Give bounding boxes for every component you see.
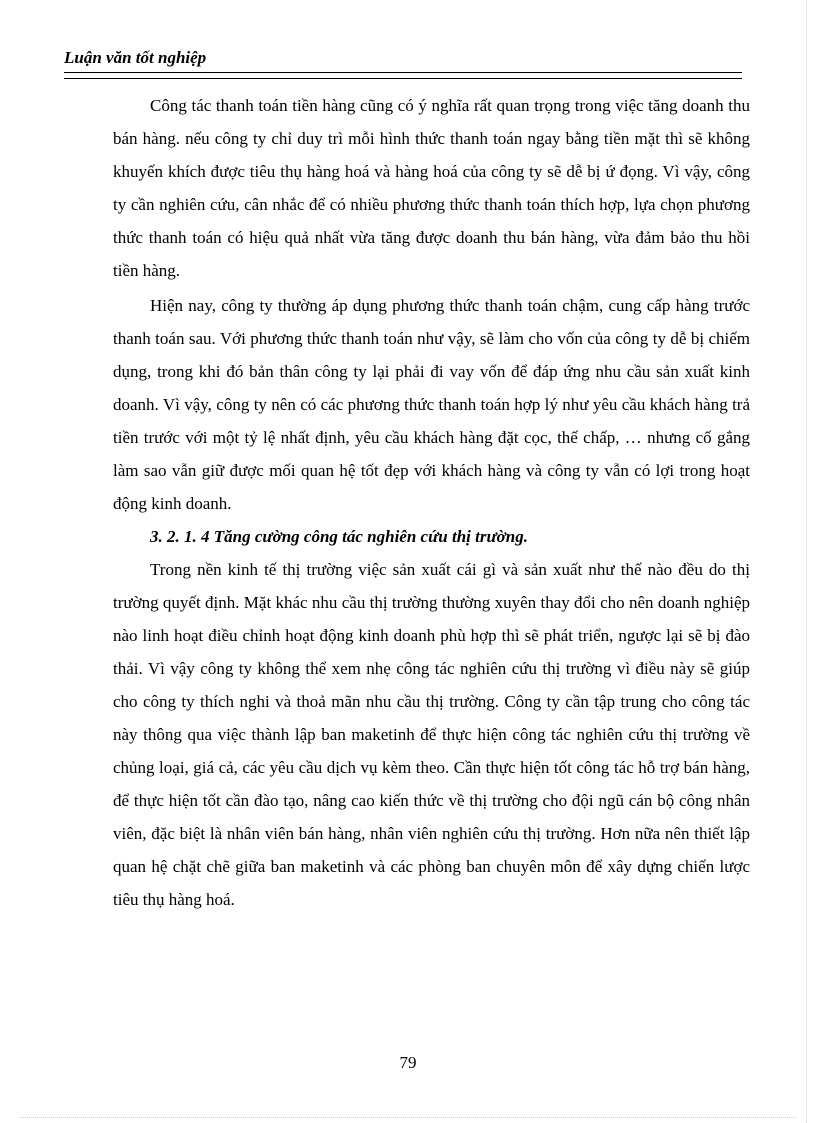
- running-header-title: Luận văn tốt nghiệp: [64, 48, 207, 67]
- header-double-rule: [64, 72, 742, 79]
- body-paragraph: Trong nền kinh tế thị trường việc sản xuất cái gì và sản xuất như thế nào đều do thị trường quyết định. Mặt khác nhu cầu thị trường thường xuyên thay đổi cho nên doanh nghiệp nào linh hoạt điều chỉnh hoạt động kinh doanh phù hợp thì sẽ phát triển, ngược lại sẽ bị đào thải. Vì vậy công ty không thể xem nhẹ công tác nghiên cứu thị trường vì điều này sẽ giúp cho công ty thích nghi và thoả mãn nhu cầu thị trường. Công ty cần tập trung cho công tác này thông qua việc thành lập ban maketinh để thực hiện công tác nghiên cứu thị trường về chủng loại, giá cả, các yêu cầu dịch vụ kèm theo. Cần thực hiện tốt công tác hỗ trợ bán hàng, để thực hiện tốt cần đào tạo, nâng cao kiến thức về thị trường cho đội ngũ cán bộ công nhân viên, đặc biệt là nhân viên bán hàng, nhân viên nghiên cứu thị trường. Hơn nữa nên thiết lập quan hệ chặt chẽ giữa ban maketinh và các phòng ban chuyên môn để xây dựng chiến lược tiêu thụ hàng hoá.: [113, 560, 750, 909]
- page-right-border: [806, 0, 807, 1123]
- body-paragraph: Công tác thanh toán tiền hàng cũng có ý nghĩa rất quan trọng trong việc tăng doanh thu bán hàng. nếu công ty chỉ duy trì mỗi hình thức thanh toán ngay bằng tiền mặt thì sẽ không khuyến khích được tiêu thụ hàng hoá và hàng hoá của công ty sẽ dễ bị ứ đọng. Vì vậy, công ty cần nghiên cứu, cân nhắc để có nhiều phương thức thanh toán thích hợp, lựa chọn phương thức thanh toán có hiệu quả nhất vừa tăng được doanh thu bán hàng, vừa đảm bảo thu hồi tiền hàng.: [113, 96, 750, 280]
- page-bottom-border: [20, 1117, 796, 1118]
- page-number: 79: [399, 1053, 417, 1072]
- section-heading: 3. 2. 1. 4 Tăng cường công tác nghiên cứu thị trường.: [150, 527, 528, 546]
- body-paragraph: Hiện nay, công ty thường áp dụng phương thức thanh toán chậm, cung cấp hàng trước thanh toán sau. Với phương thức thanh toán như vậy, sẽ làm cho vốn của công ty dễ bị chiếm dụng, trong khi đó bản thân công ty lại phải đi vay vốn để đáp ứng nhu cầu sản xuất kinh doanh. Vì vậy, công ty nên có các phương thức thanh toán hợp lý như yêu cầu khách hàng trả tiền trước với một tỷ lệ nhất định, yêu cầu khách hàng đặt cọc, thế chấp, … nhưng cố gắng làm sao vẫn giữ được mối quan hệ tốt đẹp với khách hàng và công ty vẫn có lợi trong hoạt động kinh doanh.: [113, 296, 750, 513]
- page-body: [113, 89, 750, 916]
